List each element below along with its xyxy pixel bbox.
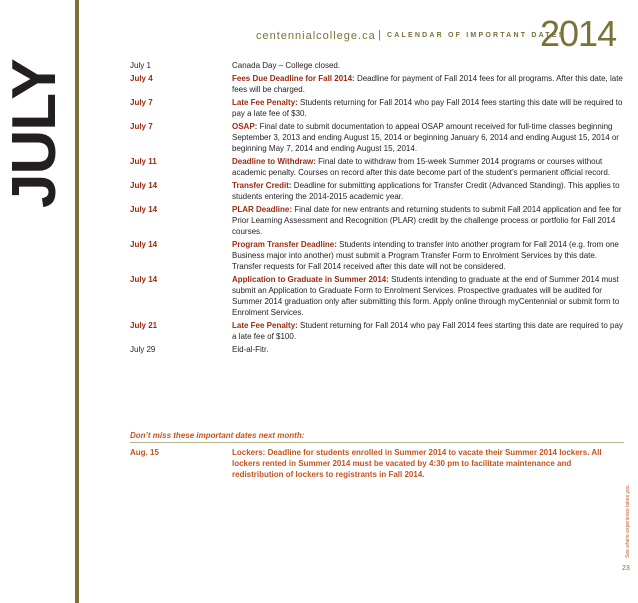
event-title: Application to Graduate in Summer 2014: [232,275,389,284]
event-row [130,320,630,342]
event-date: July 4 [130,74,153,83]
event-description [232,97,624,119]
event-date: July 7 [130,98,153,107]
event-row [130,344,630,355]
event-text: Eid-al-Fitr. [232,345,269,354]
event-title: Late Fee Penalty: [232,98,298,107]
event-row [130,156,630,178]
event-date: July 11 [130,157,157,166]
event-description [232,73,624,95]
event-title: Late Fee Penalty: [232,321,298,330]
event-date: July 1 [130,61,151,70]
event-description [232,344,624,355]
event-text: Final date to submit documentation to appeal OSAP amount received for full-time classes beginning September 3, 2013 and ending August 15, 2014 or beginning January 6, 2014 and ending August 15, 2014 or beginning May 7, 2014 and ending August 15, 2014. [232,122,619,153]
event-date: July 21 [130,321,158,330]
event-title: Program Transfer Deadline: [232,240,337,249]
event-date: July 14 [130,181,158,190]
event-text: Deadline for payment of Fall 2014 fees for all programs. After this date, late fees will be charged. [232,74,623,94]
event-description [232,121,624,154]
event-text: Final date to withdraw from 15-week Summer 2014 programs or courses without academic penalty. Courses on record after this date become part of the student’s permanent official record. [232,157,610,177]
calendar-title: CALENDAR OF IMPORTANT DATES [387,32,566,39]
event-title: Deadline to Withdraw: [232,157,316,166]
event-text: Student returning for Fall 2014 who pay Fall 2014 fees starting this date are required to pay a late fee of $100. [232,321,623,341]
event-description [232,180,624,202]
event-date: July 7 [130,122,153,131]
event-text: Students returning for Fall 2014 who pay Fall 2014 fees starting this date will be required to pay a late fee of $30. [232,98,623,118]
event-date: July 29 [130,345,156,354]
event-row [130,180,630,202]
page-number: 23 [622,565,630,572]
event-text: Deadline for submitting applications for Transfer Credit (Advanced Standing). This applies to students entering the 2014-2015 academic year. [232,181,620,201]
event-row [130,204,630,237]
next-month-text: Lockers: Deadline for students enrolled in Summer 2014 to vacate their Summer 2014 lockers. All lockers rented in Summer 2014 must be vacated by 4:30 pm to facilitate maintenance and redistribution of lockers to registrants in Fall 2014. [232,448,602,479]
site-url: centennialcollege.ca [256,30,376,42]
event-description [232,156,624,178]
event-description [232,274,624,318]
next-month-rule [130,442,624,443]
events-table [130,60,630,357]
event-title: Transfer Credit: [232,181,292,190]
event-description [232,204,624,237]
event-description [232,60,624,71]
side-tagline: See where experience takes you. [625,484,631,558]
month-title: JULY [0,59,69,208]
event-title: Fees Due Deadline for Fall 2014: [232,74,355,83]
next-month-label: Don’t miss these important dates next month: [130,431,305,440]
event-text: Canada Day – College closed. [232,61,341,70]
event-date: July 14 [130,275,158,284]
event-row [130,97,630,119]
event-row [130,73,630,95]
next-month-row [130,447,630,480]
event-row [130,60,630,71]
event-date: July 14 [130,240,158,249]
event-row [130,121,630,154]
header-separator: | [378,29,381,41]
event-text: Final date for new entrants and returning students to submit Fall 2014 application and fee for Prior Learning Assessment and Recognition (PLAR) credit by the challenge process or portfolio for Fall 2014 courses. [232,205,622,236]
vertical-divider [75,0,79,603]
event-title: PLAR Deadline: [232,205,293,214]
event-text: Students intending to transfer into another program for Fall 2014 (e.g. from one Business major into another) must submit a Program Transfer Form to Enrolment Services by this date. Transfer requests for Fall 2014 received after this date will not be considered. [232,240,619,271]
event-date: July 14 [130,205,158,214]
event-row [130,239,630,272]
year-title: 2014 [540,13,617,54]
next-month-date: Aug. 15 [130,448,159,457]
event-description [232,320,624,342]
event-text: Students intending to graduate at the end of Summer 2014 must submit an Application to Graduate Form to Enrolment Services. Prospective graduates will be audited for Summer 2014 graduation only after submitting this form. Apply online through myCentennial or submit form to Enrolment Services. [232,275,620,317]
event-title: OSAP: [232,122,258,131]
event-row [130,274,630,318]
event-description [232,239,624,272]
